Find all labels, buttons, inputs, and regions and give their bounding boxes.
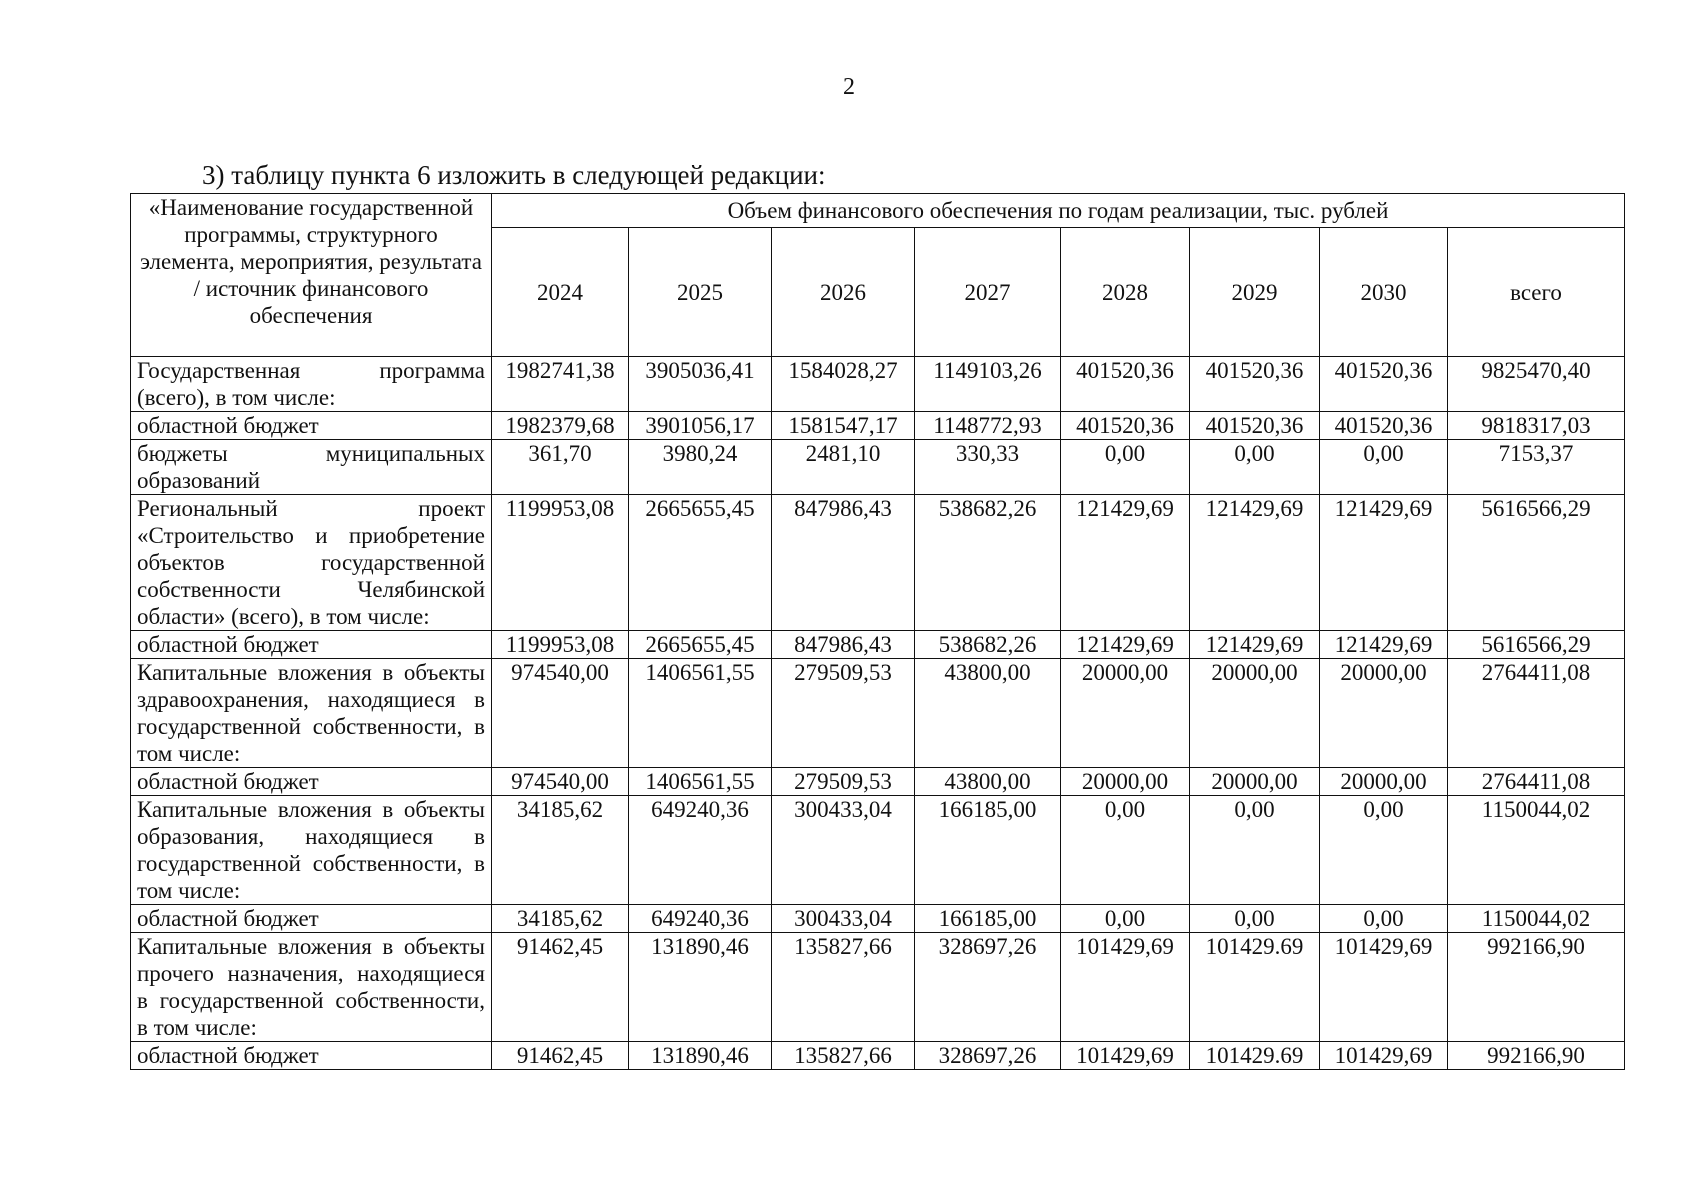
row-value-cell: 328697,26 xyxy=(915,1042,1061,1070)
row-value-cell: 3901056,17 xyxy=(629,412,772,440)
row-value-cell: 538682,26 xyxy=(915,495,1061,631)
row-total-cell: 2764411,08 xyxy=(1448,659,1625,768)
row-value-cell: 847986,43 xyxy=(772,631,915,659)
row-value-cell: 847986,43 xyxy=(772,495,915,631)
row-name-cell: Региональный проект «Строительство и приобретение объектов государственной собственности Челябинской области» (всего), в том числе: xyxy=(131,495,492,631)
row-value-cell: 401520,36 xyxy=(1190,357,1320,412)
row-value-cell: 121429,69 xyxy=(1061,631,1190,659)
total-header: всего xyxy=(1448,228,1625,357)
row-total-cell: 9818317,03 xyxy=(1448,412,1625,440)
table-body xyxy=(131,357,1625,1070)
row-name-cell: Капитальные вложения в объекты образования, находящиеся в государственной собственности, в том числе: xyxy=(131,796,492,905)
row-total-cell: 992166,90 xyxy=(1448,1042,1625,1070)
row-value-cell: 330,33 xyxy=(915,440,1061,495)
row-value-cell: 43800,00 xyxy=(915,659,1061,768)
row-value-cell: 538682,26 xyxy=(915,631,1061,659)
row-value-cell: 300433,04 xyxy=(772,796,915,905)
table-row xyxy=(131,440,1625,495)
row-name-cell: Капитальные вложения в объекты прочего назначения, находящиеся в государственной собственности, в том числе: xyxy=(131,933,492,1042)
row-value-cell: 300433,04 xyxy=(772,905,915,933)
row-name-cell: областной бюджет xyxy=(131,905,492,933)
row-name-cell: областной бюджет xyxy=(131,631,492,659)
row-value-cell: 1982379,68 xyxy=(492,412,629,440)
row-value-cell: 0,00 xyxy=(1190,796,1320,905)
row-value-cell: 401520,36 xyxy=(1320,412,1448,440)
row-value-cell: 974540,00 xyxy=(492,768,629,796)
year-header: 2029 xyxy=(1190,228,1320,357)
table-row xyxy=(131,357,1625,412)
row-value-cell: 166185,00 xyxy=(915,905,1061,933)
row-value-cell: 279509,53 xyxy=(772,659,915,768)
row-value-cell: 0,00 xyxy=(1061,440,1190,495)
row-value-cell: 0,00 xyxy=(1320,440,1448,495)
financing-table xyxy=(130,193,1625,1070)
row-value-cell: 91462,45 xyxy=(492,933,629,1042)
row-value-cell: 166185,00 xyxy=(915,796,1061,905)
row-value-cell: 2665655,45 xyxy=(629,495,772,631)
row-value-cell: 401520,36 xyxy=(1190,412,1320,440)
row-value-cell: 121429,69 xyxy=(1190,631,1320,659)
year-header: 2024 xyxy=(492,228,629,357)
row-value-cell: 34185,62 xyxy=(492,796,629,905)
row-value-cell: 0,00 xyxy=(1061,905,1190,933)
table-row xyxy=(131,1042,1625,1070)
year-header: 2027 xyxy=(915,228,1061,357)
row-total-cell: 1150044,02 xyxy=(1448,905,1625,933)
row-value-cell: 361,70 xyxy=(492,440,629,495)
funding-group-header: Объем финансового обеспечения по годам реализации, тыс. рублей xyxy=(492,194,1625,228)
row-value-cell: 20000,00 xyxy=(1061,659,1190,768)
row-name-cell: областной бюджет xyxy=(131,768,492,796)
name-column-header: «Наименование государственной программы, структурного элемента, мероприятия, результата / источник финансового обеспечения xyxy=(131,194,492,357)
row-value-cell: 101429,69 xyxy=(1061,933,1190,1042)
intro-text: 3) таблицу пункта 6 изложить в следующей редакции: xyxy=(202,160,826,190)
row-value-cell: 1199953,08 xyxy=(492,631,629,659)
row-value-cell: 121429,69 xyxy=(1061,495,1190,631)
row-value-cell: 101429.69 xyxy=(1190,1042,1320,1070)
row-value-cell: 121429,69 xyxy=(1190,495,1320,631)
row-value-cell: 2481,10 xyxy=(772,440,915,495)
row-value-cell: 131890,46 xyxy=(629,933,772,1042)
row-value-cell: 135827,66 xyxy=(772,1042,915,1070)
table-row xyxy=(131,905,1625,933)
row-total-cell: 1150044,02 xyxy=(1448,796,1625,905)
row-value-cell: 1148772,93 xyxy=(915,412,1061,440)
row-total-cell: 5616566,29 xyxy=(1448,631,1625,659)
row-value-cell: 1982741,38 xyxy=(492,357,629,412)
row-value-cell: 20000,00 xyxy=(1320,768,1448,796)
year-header: 2025 xyxy=(629,228,772,357)
table-row xyxy=(131,796,1625,905)
row-value-cell: 91462,45 xyxy=(492,1042,629,1070)
row-value-cell: 1199953,08 xyxy=(492,495,629,631)
year-header: 2030 xyxy=(1320,228,1448,357)
row-value-cell: 43800,00 xyxy=(915,768,1061,796)
row-value-cell: 649240,36 xyxy=(629,905,772,933)
row-value-cell: 0,00 xyxy=(1061,796,1190,905)
row-value-cell: 1581547,17 xyxy=(772,412,915,440)
row-value-cell: 20000,00 xyxy=(1190,768,1320,796)
row-value-cell: 974540,00 xyxy=(492,659,629,768)
row-value-cell: 3905036,41 xyxy=(629,357,772,412)
row-name-cell: Государственная программа (всего), в том числе: xyxy=(131,357,492,412)
row-value-cell: 101429.69 xyxy=(1190,933,1320,1042)
row-value-cell: 328697,26 xyxy=(915,933,1061,1042)
row-value-cell: 0,00 xyxy=(1190,440,1320,495)
row-value-cell: 20000,00 xyxy=(1320,659,1448,768)
year-header: 2028 xyxy=(1061,228,1190,357)
row-value-cell: 279509,53 xyxy=(772,768,915,796)
row-value-cell: 401520,36 xyxy=(1320,357,1448,412)
row-value-cell: 101429,69 xyxy=(1320,933,1448,1042)
row-value-cell: 135827,66 xyxy=(772,933,915,1042)
row-total-cell: 9825470,40 xyxy=(1448,357,1625,412)
table-row xyxy=(131,933,1625,1042)
row-name-cell: Капитальные вложения в объекты здравоохранения, находящиеся в государственной собственности, в том числе: xyxy=(131,659,492,768)
row-value-cell: 0,00 xyxy=(1190,905,1320,933)
table-row xyxy=(131,631,1625,659)
row-value-cell: 401520,36 xyxy=(1061,357,1190,412)
row-value-cell: 649240,36 xyxy=(629,796,772,905)
row-value-cell: 0,00 xyxy=(1320,796,1448,905)
table-row xyxy=(131,412,1625,440)
row-total-cell: 992166,90 xyxy=(1448,933,1625,1042)
row-value-cell: 20000,00 xyxy=(1061,768,1190,796)
page-number: 2 xyxy=(843,74,855,100)
row-value-cell: 121429,69 xyxy=(1320,495,1448,631)
row-total-cell: 2764411,08 xyxy=(1448,768,1625,796)
row-value-cell: 131890,46 xyxy=(629,1042,772,1070)
row-total-cell: 7153,37 xyxy=(1448,440,1625,495)
row-value-cell: 3980,24 xyxy=(629,440,772,495)
row-value-cell: 2665655,45 xyxy=(629,631,772,659)
row-value-cell: 1584028,27 xyxy=(772,357,915,412)
row-value-cell: 101429,69 xyxy=(1061,1042,1190,1070)
row-value-cell: 1406561,55 xyxy=(629,768,772,796)
year-header: 2026 xyxy=(772,228,915,357)
row-name-cell: бюджеты муниципальных образований xyxy=(131,440,492,495)
table-row xyxy=(131,495,1625,631)
row-value-cell: 1149103,26 xyxy=(915,357,1061,412)
row-value-cell: 34185,62 xyxy=(492,905,629,933)
row-value-cell: 20000,00 xyxy=(1190,659,1320,768)
row-name-cell: областной бюджет xyxy=(131,1042,492,1070)
row-value-cell: 0,00 xyxy=(1320,905,1448,933)
row-value-cell: 401520,36 xyxy=(1061,412,1190,440)
row-total-cell: 5616566,29 xyxy=(1448,495,1625,631)
row-name-cell: областной бюджет xyxy=(131,412,492,440)
row-value-cell: 121429,69 xyxy=(1320,631,1448,659)
table-row xyxy=(131,768,1625,796)
table-row xyxy=(131,659,1625,768)
table-header xyxy=(131,194,1625,357)
row-value-cell: 101429,69 xyxy=(1320,1042,1448,1070)
row-value-cell: 1406561,55 xyxy=(629,659,772,768)
